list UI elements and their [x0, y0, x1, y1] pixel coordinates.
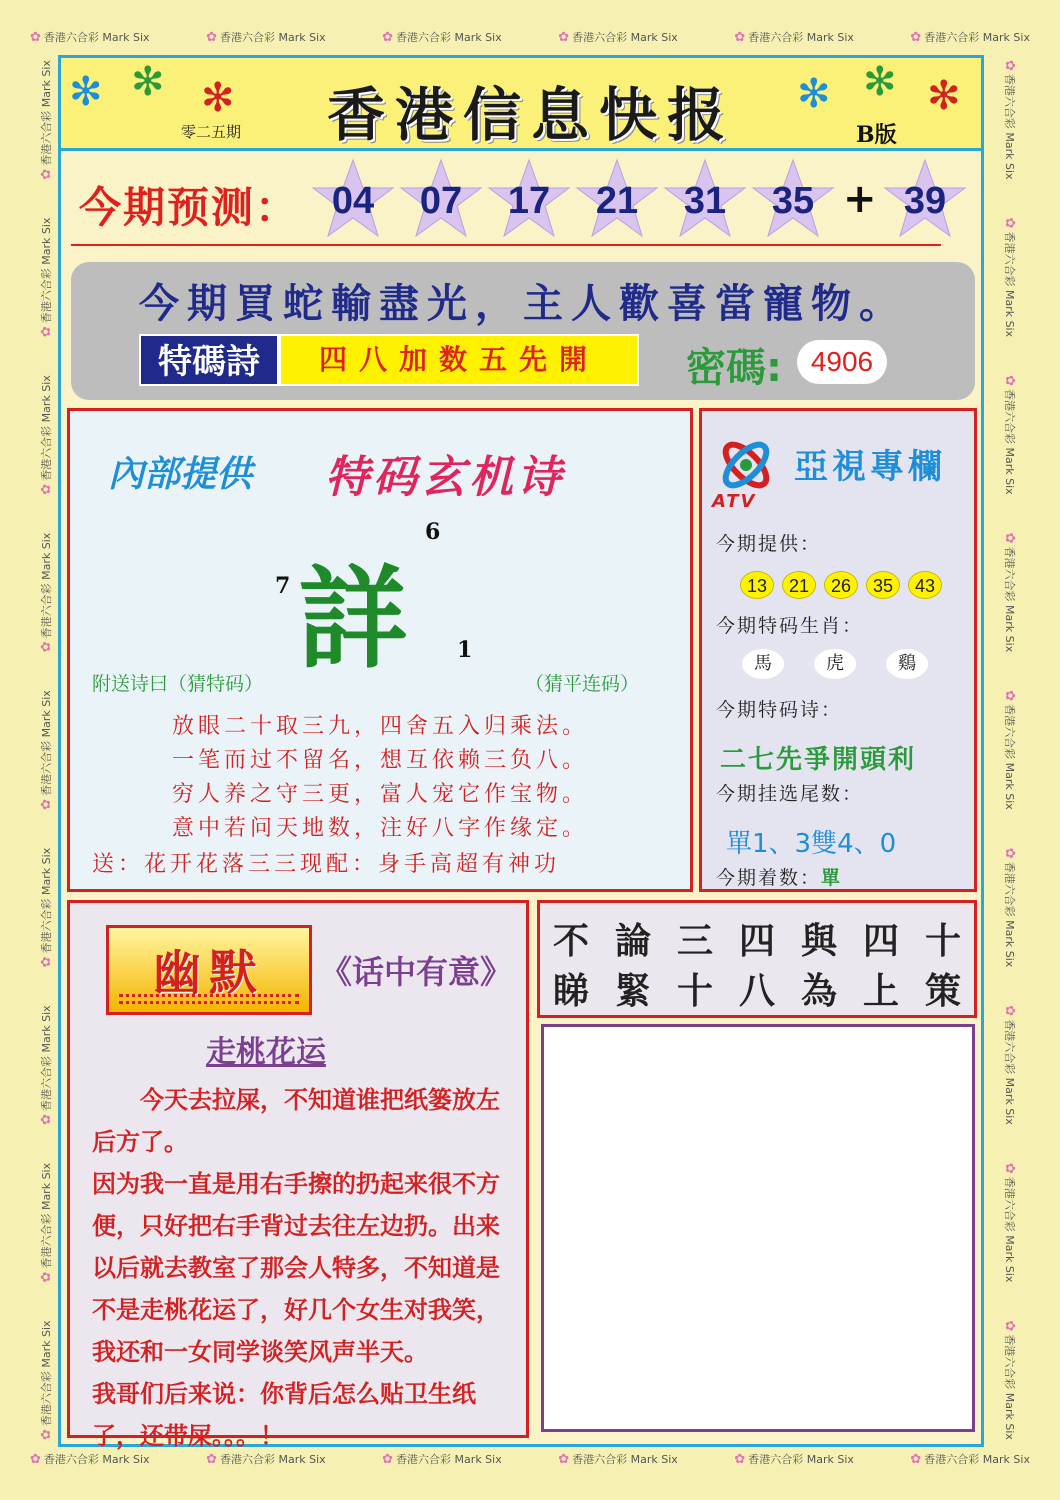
atv-title: 亞視專欄 — [794, 447, 946, 487]
prediction-number-text: 04 — [331, 180, 375, 222]
verse-line: 放眼二十取三九，四舍五入归乘法。 — [171, 714, 588, 739]
flower-icon: ✿ — [382, 30, 394, 45]
watermark-text: 香港六合彩 Mark Six — [40, 847, 53, 954]
prediction-numbers — [311, 158, 971, 248]
watermark-text: 香港六合彩 Mark Six — [1003, 231, 1016, 338]
proverb-char: 為 — [800, 970, 837, 1012]
asterisk-icon: ✻ — [797, 71, 831, 117]
proverb-char: 緊 — [614, 970, 651, 1012]
flower-icon: ✿ — [910, 1452, 922, 1467]
atv-number-ball: 35 — [866, 571, 900, 599]
watermark-text: 香港六合彩 Mark Six — [40, 1162, 53, 1269]
flower-icon: ✿ — [39, 956, 54, 968]
prediction-number — [575, 158, 659, 242]
watermark-item — [1002, 1005, 1018, 1125]
proverb-char: 三 — [676, 920, 713, 962]
poem-panel — [67, 408, 693, 892]
special-poem-label: 特碼詩 — [139, 334, 279, 386]
proverb-char: 策 — [924, 970, 961, 1012]
prediction-special-number — [883, 158, 967, 242]
watermark-text: 香港六合彩 Mark Six — [40, 60, 53, 166]
proverb-char: 十 — [924, 920, 961, 962]
watermark-text: 香港六合彩 Mark Six — [924, 31, 1030, 44]
prediction-label: 今期预测： — [79, 183, 300, 232]
wear-label: 今期着数： — [716, 867, 822, 889]
flower-icon: ✿ — [910, 30, 922, 45]
watermark-text: 香港六合彩 Mark Six — [396, 1453, 502, 1466]
watermark-item — [1002, 60, 1018, 180]
prediction-number — [399, 158, 483, 242]
verse-send: 送：花开花落三三现配：身手高超有神功 — [92, 852, 561, 877]
divider — [71, 244, 941, 246]
watermark-text: 香港六合彩 Mark Six — [40, 532, 53, 639]
flower-icon: ✿ — [39, 798, 54, 810]
proverb-char: 四 — [862, 920, 899, 962]
wear-line — [716, 863, 842, 890]
plus-sign: + — [843, 176, 877, 222]
watermark-item — [38, 848, 54, 968]
watermark-text: 香港六合彩 Mark Six — [1003, 1176, 1016, 1283]
watermark-text: 香港六合彩 Mark Six — [1003, 861, 1016, 968]
watermark-item — [558, 29, 678, 45]
watermark-item — [1002, 218, 1018, 338]
riddle-number-left: 7 — [275, 573, 291, 599]
tail-numbers: 單1、3雙4、0 — [726, 829, 897, 859]
flower-icon: ✿ — [1002, 1005, 1017, 1017]
flower-icon: ✿ — [558, 1452, 570, 1467]
watermark-item — [1002, 1163, 1018, 1283]
prediction-number — [487, 158, 571, 242]
watermark-top — [30, 24, 1030, 50]
flower-icon: ✿ — [1002, 532, 1017, 544]
riddle-number-top: 6 — [425, 519, 441, 545]
asterisk-icon: ✻ — [131, 59, 165, 105]
flower-icon: ✿ — [1002, 1162, 1017, 1174]
proverb-char: 不 — [552, 920, 589, 962]
proverb-char: 睇 — [552, 970, 589, 1012]
watermark-item — [382, 29, 502, 45]
blank-panel — [541, 1024, 975, 1432]
watermark-item — [558, 1451, 678, 1467]
gift-label-right: （猜平连码） — [525, 673, 640, 695]
flower-icon: ✿ — [39, 1114, 54, 1125]
wave-decoration — [119, 994, 299, 1004]
prediction-number-text: 17 — [507, 180, 551, 222]
wear-value: 單 — [821, 867, 843, 889]
watermark-text: 香港六合彩 Mark Six — [1003, 546, 1016, 653]
flower-icon: ✿ — [39, 1271, 54, 1283]
watermark-text: 香港六合彩 Mark Six — [219, 1453, 326, 1466]
atv-number-ball: 43 — [908, 571, 942, 599]
watermark-item — [1002, 848, 1018, 968]
story-title: 走桃花运 — [206, 1035, 326, 1070]
flower-icon: ✿ — [1002, 60, 1017, 71]
flower-icon: ✿ — [734, 30, 746, 45]
watermark-text: 香港六合彩 Mark Six — [43, 31, 150, 44]
watermark-text: 香港六合彩 Mark Six — [43, 1453, 150, 1466]
story-body — [92, 1079, 522, 1457]
verse-line: 意中若问天地数，注好八字作缘定。 — [171, 816, 588, 841]
issue-number: 零二五期 — [181, 123, 242, 141]
story-paragraph: 因为我一直是用右手擦的扔起来很不方便，只好把右手背过去往左边扔。出来以后就去教室了那会人特多，不知道是不是走桃花运了，好几个女生对我笑，我还和一女同学谈笑风声半天。 — [92, 1170, 500, 1366]
tail-label: 今期挂选尾数： — [716, 783, 864, 805]
special-poem-text: 四八加数五先開 — [279, 334, 639, 386]
watermark-text: 香港六合彩 Mark Six — [219, 31, 326, 44]
flower-icon: ✿ — [206, 30, 217, 45]
humor-badge — [106, 925, 312, 1015]
watermark-text: 香港六合彩 Mark Six — [40, 217, 53, 324]
flower-icon: ✿ — [30, 30, 41, 45]
flower-icon: ✿ — [39, 641, 54, 653]
prediction-number-text: 07 — [419, 180, 463, 222]
flower-icon: ✿ — [1002, 217, 1017, 229]
watermark-item — [38, 1005, 54, 1125]
watermark-right — [998, 60, 1022, 1440]
verse-line: 一笔而过不留名，想互依赖三负八。 — [171, 748, 588, 773]
zodiac-item: 虎 — [814, 649, 856, 679]
proverb-char: 十 — [676, 970, 713, 1012]
prediction-number — [311, 158, 395, 242]
proverb-char: 四 — [738, 920, 775, 962]
watermark-item — [38, 690, 54, 810]
story-paragraph: 今天去拉屎，不知道谁把纸篓放左后方了。 — [92, 1086, 500, 1156]
zodiac-item: 馬 — [742, 649, 784, 679]
watermark-item — [910, 29, 1030, 45]
flower-icon: ✿ — [1002, 847, 1017, 859]
proverb-char: 論 — [614, 920, 651, 962]
watermark-text: 香港六合彩 Mark Six — [396, 31, 502, 44]
prediction-number — [751, 158, 835, 242]
asterisk-icon: ✻ — [69, 69, 103, 115]
flower-icon: ✿ — [1002, 690, 1017, 702]
watermark-item — [30, 29, 150, 45]
watermark-item — [734, 1451, 854, 1467]
flower-icon: ✿ — [30, 1452, 41, 1467]
humor-subtitle: 《话中有意》 — [320, 953, 513, 991]
flower-icon: ✿ — [39, 483, 54, 495]
story-paragraph: 我哥们后来说：你背后怎么贴卫生纸了，还带屎。。。！ — [92, 1380, 476, 1450]
watermark-item — [38, 1163, 54, 1283]
prediction-number-text: 39 — [903, 180, 947, 222]
watermark-item — [206, 29, 326, 45]
proverb-char: 與 — [800, 920, 837, 962]
flower-icon: ✿ — [39, 168, 54, 180]
watermark-text: 香港六合彩 Mark Six — [1003, 704, 1016, 810]
watermark-text: 香港六合彩 Mark Six — [572, 31, 678, 44]
watermark-text: 香港六合彩 Mark Six — [748, 31, 854, 44]
watermark-item — [38, 1320, 54, 1440]
watermark-left — [34, 60, 58, 1440]
watermark-text: 香港六合彩 Mark Six — [40, 375, 53, 481]
atv-poem: 二七先爭開頭利 — [720, 745, 917, 775]
slogan: 今期買蛇輸盡光，主人歡喜當寵物。 — [139, 281, 907, 327]
watermark-text: 香港六合彩 Mark Six — [1003, 1334, 1016, 1440]
slogan-box — [71, 262, 975, 400]
poem-heading: 特码玄机诗 — [325, 452, 565, 503]
provide-label: 今期提供： — [716, 533, 822, 555]
watermark-text: 香港六合彩 Mark Six — [1003, 73, 1016, 180]
proverb-row — [540, 963, 974, 1014]
secret-code-label: 密碼: — [686, 345, 782, 391]
flower-icon: ✿ — [1002, 375, 1017, 386]
flower-icon: ✿ — [558, 30, 570, 45]
atv-number-ball: 21 — [782, 571, 816, 599]
watermark-item — [38, 60, 54, 180]
header — [61, 58, 981, 151]
proverb-row — [540, 913, 974, 964]
edition-label: B版 — [856, 122, 897, 148]
watermark-text: 香港六合彩 Mark Six — [748, 1453, 854, 1466]
prediction-number-text: 35 — [771, 180, 815, 222]
flower-icon: ✿ — [1002, 1320, 1017, 1332]
humor-panel — [67, 900, 529, 1450]
flower-icon: ✿ — [206, 1452, 217, 1467]
watermark-text: 香港六合彩 Mark Six — [572, 1453, 678, 1466]
poem-label: 今期特码诗： — [716, 699, 843, 721]
flower-icon: ✿ — [39, 1429, 54, 1440]
riddle-number-bottom: 1 — [457, 637, 473, 663]
prediction-number-text: 21 — [595, 180, 639, 222]
prediction-number-text: 31 — [683, 180, 727, 222]
watermark-item — [38, 218, 54, 338]
asterisk-icon: ✻ — [927, 73, 961, 119]
watermark-item — [38, 533, 54, 653]
zodiac-label: 今期特码生肖： — [716, 615, 864, 637]
watermark-item — [1002, 690, 1018, 810]
atv-number-ball: 26 — [824, 571, 858, 599]
main-frame — [58, 55, 984, 1450]
watermark-item — [1002, 533, 1018, 653]
riddle-character: 詳 — [298, 554, 408, 683]
verse-line: 穷人养之守三更，富人宠它作宝物。 — [171, 782, 588, 807]
proverb-panel — [537, 900, 977, 1018]
zodiac-item: 鷄 — [886, 649, 928, 679]
flower-icon: ✿ — [39, 326, 54, 338]
poem-heading-provider: 內部提供 — [108, 454, 253, 495]
atv-logo-text: ATV — [712, 491, 757, 512]
watermark-text: 香港六合彩 Mark Six — [924, 1453, 1030, 1466]
watermark-item — [910, 1451, 1030, 1467]
watermark-text: 香港六合彩 Mark Six — [40, 1320, 53, 1427]
prediction-number — [663, 158, 747, 242]
asterisk-icon: ✻ — [201, 75, 235, 121]
proverb-char: 八 — [738, 970, 775, 1012]
watermark-item — [1002, 1320, 1018, 1440]
flower-icon: ✿ — [382, 1452, 394, 1467]
watermark-item — [38, 375, 54, 495]
atv-number-ball: 13 — [740, 571, 774, 599]
atv-logo-icon — [714, 433, 778, 497]
page-title: 香港信息快报 — [326, 81, 735, 149]
watermark-text: 香港六合彩 Mark Six — [1003, 389, 1016, 495]
asterisk-icon: ✻ — [863, 59, 897, 105]
watermark-text: 香港六合彩 Mark Six — [40, 690, 53, 796]
watermark-text: 香港六合彩 Mark Six — [40, 1005, 53, 1111]
watermark-item — [734, 29, 854, 45]
watermark-text: 香港六合彩 Mark Six — [1003, 1019, 1016, 1125]
humor-badge-text: 幽默 — [152, 945, 265, 1001]
flower-icon: ✿ — [734, 1452, 746, 1467]
watermark-item — [1002, 375, 1018, 495]
atv-panel — [699, 408, 977, 892]
proverb-char: 上 — [862, 970, 899, 1012]
gift-label-left: 附送诗曰（猜特码） — [92, 673, 264, 695]
secret-code-value: 4906 — [797, 340, 887, 384]
